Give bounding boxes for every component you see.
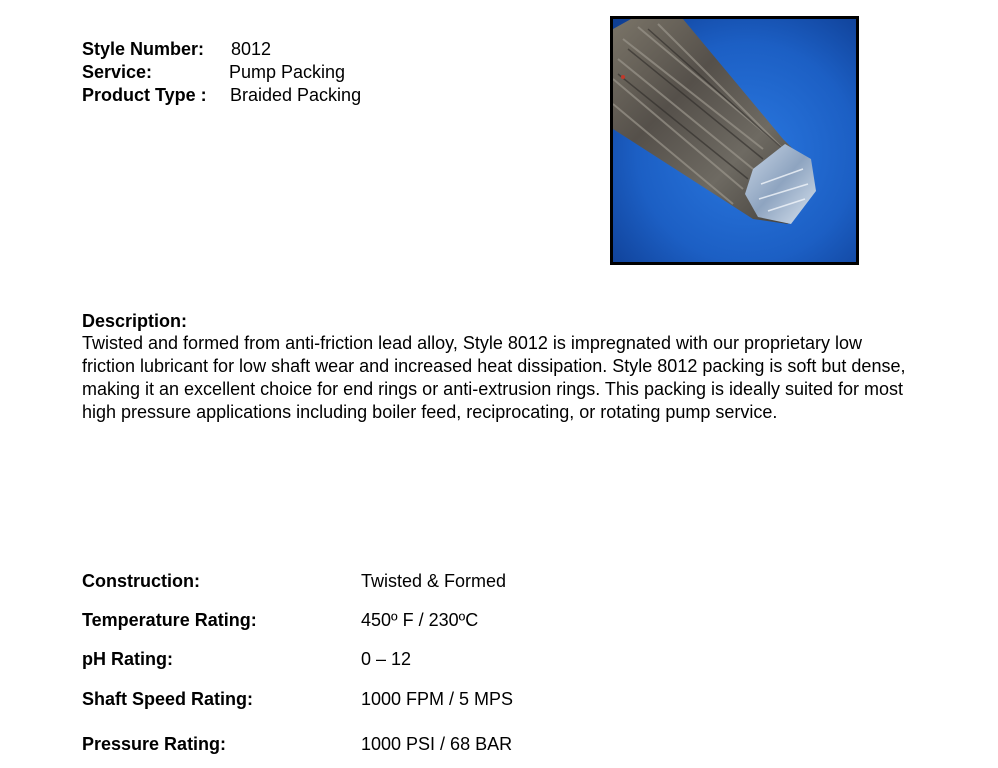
spec-temperature-value: 450º F / 230ºC (361, 610, 479, 630)
service-label: Service: (82, 62, 153, 82)
service-value: Pump Packing (229, 62, 346, 82)
spec-ph-value: 0 – 12 (361, 649, 412, 669)
spec-construction-label: Construction: (82, 571, 200, 591)
spec-pressure-value: 1000 PSI / 68 BAR (361, 734, 513, 754)
product-type-label: Product Type : (82, 85, 207, 105)
spec-shaft-speed-value: 1000 FPM / 5 MPS (361, 689, 514, 709)
spec-construction-value: Twisted & Formed (361, 571, 507, 591)
description-heading: Description: (82, 311, 188, 331)
style-number-label: Style Number: (82, 39, 205, 59)
product-type-value: Braided Packing (230, 85, 362, 105)
description-text: Twisted and formed from anti-friction lead alloy, Style 8012 is impregnated with our proprietary low friction lubricant for low shaft wear and increased heat dissipation. Style 8012 packing is soft but dense, making it an excellent choice for end rings or anti-extrusion rings. This packing is ideally suited for most high pressure applications including boiler feed, reciprocating, or rotating pump service. (82, 333, 906, 422)
spec-pressure-label: Pressure Rating: (82, 734, 227, 754)
style-number-value: 8012 (231, 39, 272, 59)
spec-temperature-label: Temperature Rating: (82, 610, 257, 630)
product-photo (610, 16, 859, 265)
spec-ph-label: pH Rating: (82, 649, 173, 669)
spec-shaft-speed-label: Shaft Speed Rating: (82, 689, 254, 709)
